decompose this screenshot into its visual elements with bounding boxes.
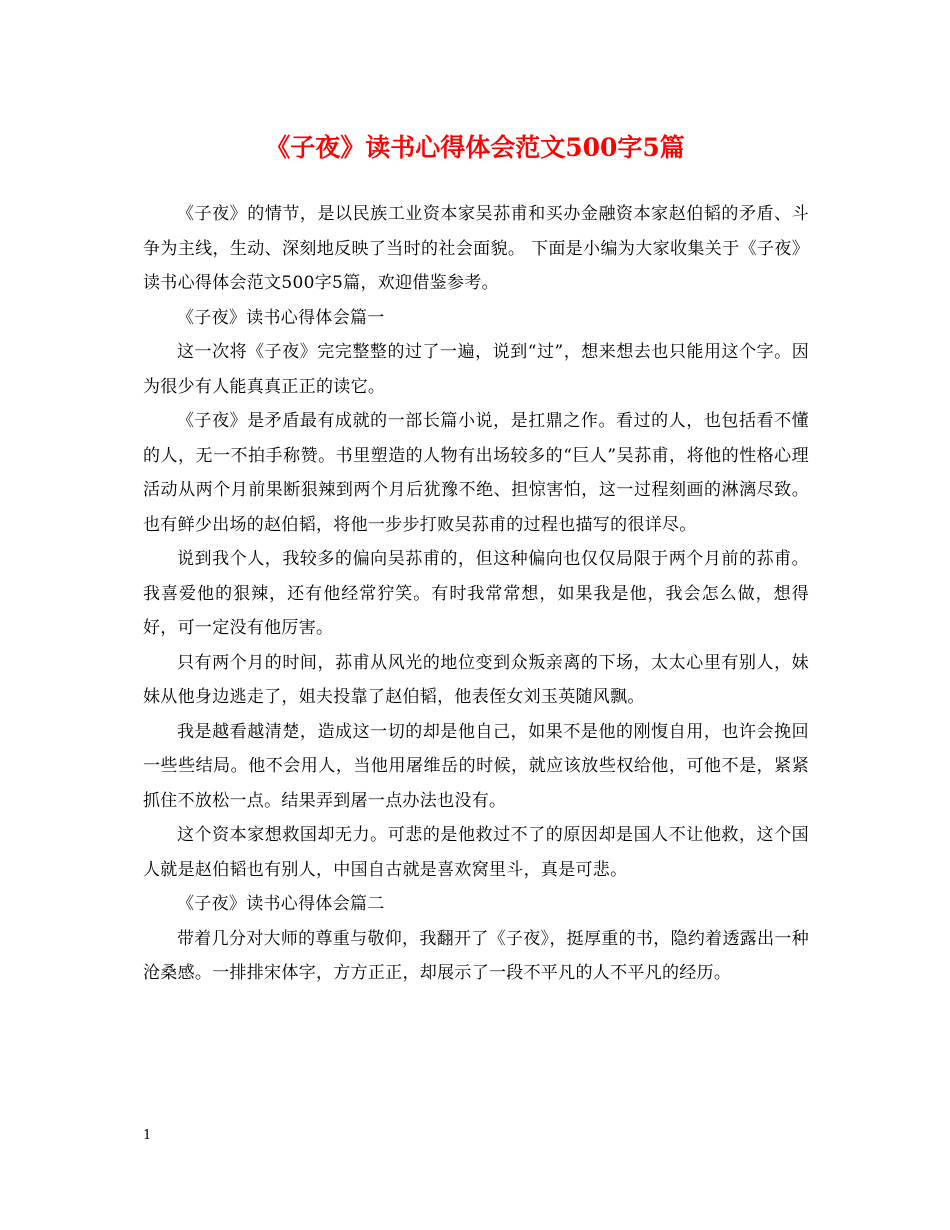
paragraph: 这一次将《子夜》完完整整的过了一遍，说到“过”，想来想去也只能用这个字。因为很少有人能真真正正的读它。 — [143, 342, 809, 397]
section-heading-2: 《子夜》读书心得体会篇二 — [177, 894, 385, 914]
paragraph: 《子夜》是矛盾最有成就的一部长篇小说，是扛鼎之作。看过的人，也包括看不懂的人，无一不拍手称赞。书里塑造的人物有出场较多的“巨人”吴荪甫，将他的性格心理活动从两个月前果断狠辣到两个月后犹豫不绝、担惊害怕，这一过程刻画的淋漓尽致。也有鲜少出场的赵伯韬，将他一步步打败吴荪甫的过程也描写的很详尽。 — [143, 411, 809, 535]
paragraph: 带着几分对大师的尊重与敬仰，我翻开了《子夜》，挺厚重的书，隐约着透露出一种沧桑感。一排排宋体字，方方正正，却展示了一段不平凡的人不平凡的经历。 — [143, 928, 809, 983]
paragraph-intro: 《子夜》的情节，是以民族工业资本家吴荪甫和买办金融资本家赵伯韬的矛盾、斗争为主线，生动、深刻地反映了当时的社会面貌。 下面是小编为大家收集关于《子夜》读书心得体会范文500字5篇，欢迎借鉴参考。 — [143, 204, 809, 293]
document-title: 《子夜》读书心得体会范文500字5篇 — [265, 133, 685, 162]
paragraph: 这个资本家想救国却无力。可悲的是他救过不了的原因却是国人不让他救，这个国人就是赵伯韬也有别人，中国自古就是喜欢窝里斗，真是可悲。 — [143, 825, 809, 880]
section-heading-1: 《子夜》读书心得体会篇一 — [177, 307, 385, 328]
paragraph: 说到我个人，我较多的偏向吴荪甫的，但这种偏向也仅仅局限于两个月前的荪甫。我喜爱他的狠辣，还有他经常狞笑。有时我常常想，如果我是他，我会怎么做，想得好，可一定没有他厉害。 — [143, 549, 809, 638]
paragraph: 只有两个月的时间，荪甫从风光的地位变到众叛亲离的下场，太太心里有别人，妹妹从他身边逃走了，姐夫投靠了赵伯韬，他表侄女刘玉英随风飘。 — [143, 652, 809, 707]
paragraph: 我是越看越清楚，造成这一切的却是他自己，如果不是他的刚愎自用，也许会挽回一些些结局。他不会用人，当他用屠维岳的时候，就应该放些权给他，可他不是，紧紧抓住不放松一点。结果弄到屠一点办法也没有。 — [143, 721, 809, 811]
document-body — [143, 197, 809, 991]
page-number: 1 — [143, 1128, 152, 1143]
